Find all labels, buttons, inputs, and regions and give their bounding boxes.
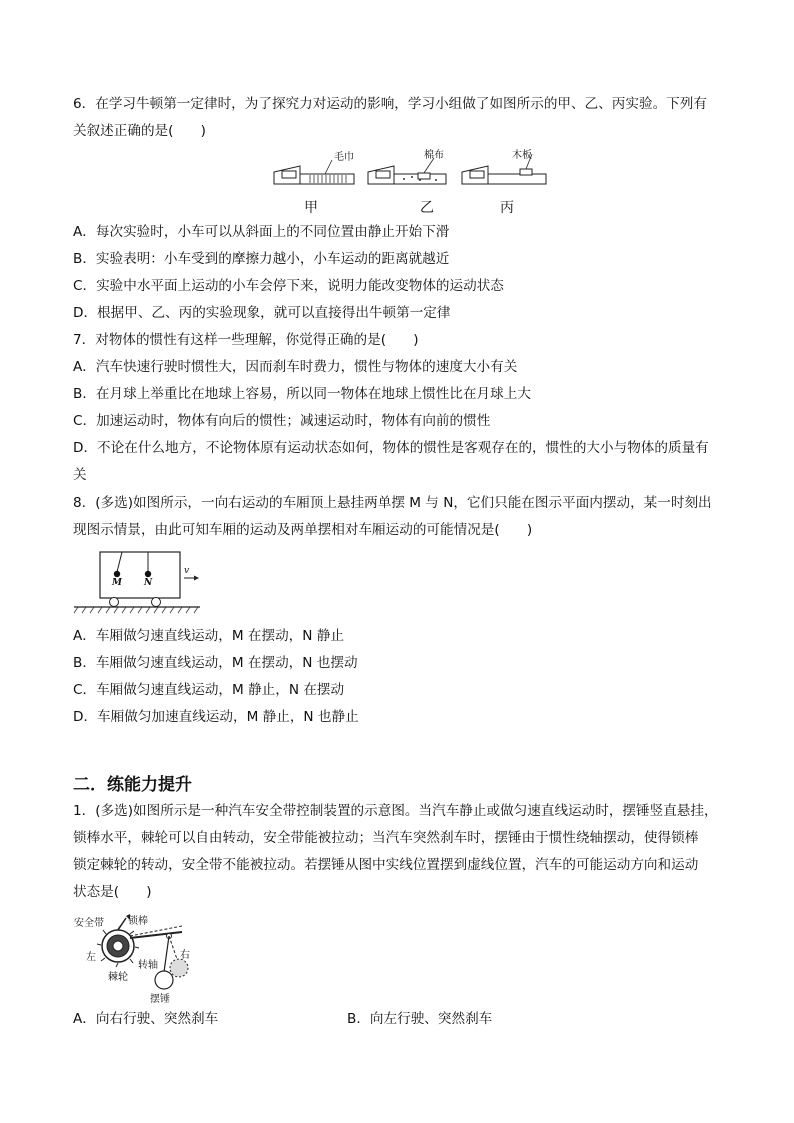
pendulum-n-bob [145, 571, 151, 577]
caption-jia: 甲 [304, 200, 318, 216]
label-pendulum: 摆锤 [150, 994, 170, 1005]
label-v: v [184, 566, 190, 576]
q8-figure [72, 548, 202, 616]
s2q1-stem-line4: 状态是( ) [73, 884, 152, 900]
q6-stem-line1: 6．在学习牛顿第一定律时，为了探究力对运动的影响，学习小组做了如图所示的甲、乙、丙实验。下列有 [73, 96, 707, 112]
q8-option-b: B．车厢做匀速直线运动，M 在摆动，N 也摆动 [73, 655, 358, 671]
seatbelt-strap [118, 918, 126, 930]
label-axis: 转轴 [138, 960, 158, 971]
caption-bing: 丙 [500, 200, 514, 216]
s2q1-option-b: B．向左行驶、突然刹车 [347, 1011, 493, 1027]
pendulum-arm-dashed [169, 936, 178, 962]
setup-jia [274, 160, 354, 184]
label-right: 右 [180, 950, 190, 961]
q8-stem-line2: 现图示情景，由此可知车厢的运动及两单摆相对车厢运动的可能情况是( ) [73, 522, 533, 538]
pendulum-m-bob [114, 571, 120, 577]
label-m: M [112, 578, 122, 588]
label-lock-rod: 锁棒 [128, 916, 148, 927]
friction-experiment-diagram [270, 146, 550, 194]
s2q1-option-a: A．向右行驶、突然刹车 [73, 1011, 219, 1027]
label-left: 左 [86, 952, 96, 963]
carriage-pendulum-diagram [72, 548, 202, 616]
q7-option-c: C．加速运动时，物体有向后的惯性；减速运动时，物体有向前的惯性 [73, 413, 491, 429]
label-n: N [144, 578, 153, 588]
setup-bing [462, 154, 546, 184]
label-cotton: 棉布 [424, 150, 444, 161]
q6-option-a: A．每次实验时，小车可以从斜面上的不同位置由静止开始下滑 [73, 224, 450, 240]
pendulum-bob-solid [155, 971, 173, 989]
label-seatbelt: 安全带 [74, 918, 104, 929]
carriage-body [100, 552, 180, 598]
q7-option-b: B．在月球上举重比在地球上容易，所以同一物体在地球上惯性比在月球上大 [73, 386, 531, 402]
q6-option-b: B．实验表明：小车受到的摩擦力越小，小车运动的距离就越近 [73, 251, 450, 267]
s2q1-stem-line1: 1．(多选)如图所示是一种汽车安全带控制装置的示意图。当汽车静止或做匀速直线运动时，摆锤竖直悬挂， [73, 803, 718, 819]
q7-option-a: A．汽车快速行驶时惯性大，因而刹车时费力，惯性与物体的速度大小有关 [73, 359, 518, 375]
q6-option-c: C．实验中水平面上运动的小车会停下来，说明力能改变物体的运动状态 [73, 278, 504, 294]
q6-figure [270, 146, 550, 194]
pendulum-bob-dashed [170, 959, 188, 977]
s2q1-figure [74, 910, 204, 1005]
setup-yi [368, 158, 446, 184]
q7-option-d-cont: 关 [73, 467, 87, 483]
label-wood: 木板 [512, 150, 532, 161]
q6-option-d: D．根据甲、乙、丙的实验现象，就可以直接得出牛顿第一定律 [73, 305, 451, 321]
section-heading: 二．练能力提升 [73, 775, 192, 795]
caption-yi: 乙 [420, 200, 434, 216]
label-towel: 毛巾 [334, 152, 354, 163]
q8-option-d: D．车厢做匀加速直线运动，M 静止，N 也静止 [73, 709, 359, 725]
wheel-right [152, 598, 161, 607]
pendulum-arm-solid [164, 936, 169, 972]
q6-stem-line2: 关叙述正确的是( ) [73, 123, 206, 139]
q7-option-d: D．不论在什么地方，不论物体原有运动状态如何，物体的惯性是客观存在的，惯性的大小与物体的质量有 [73, 440, 709, 456]
wheel-left [110, 598, 119, 607]
q8-option-a: A．车厢做匀速直线运动，M 在摆动，N 静止 [73, 628, 344, 644]
q8-option-c: C．车厢做匀速直线运动，M 静止，N 在摆动 [73, 682, 345, 698]
q7-stem: 7．对物体的惯性有这样一些理解，你觉得正确的是( ) [73, 332, 419, 348]
label-ratchet: 棘轮 [108, 972, 128, 983]
s2q1-stem-line3: 锁定棘轮的转动，安全带不能被拉动。若摆锤从图中实线位置摆到虚线位置，汽车的可能运动方向和运动 [73, 857, 699, 873]
s2q1-stem-line2: 锁棒水平，棘轮可以自由转动，安全带能被拉动；当汽车突然刹车时，摆锤由于惯性绕轴摆动，使得锁棒 [73, 830, 699, 846]
q8-stem-line1: 8．(多选)如图所示，一向右运动的车厢顶上悬挂两单摆 M 与 N，它们只能在图示平面内摆动，某一时刻出 [73, 495, 712, 511]
